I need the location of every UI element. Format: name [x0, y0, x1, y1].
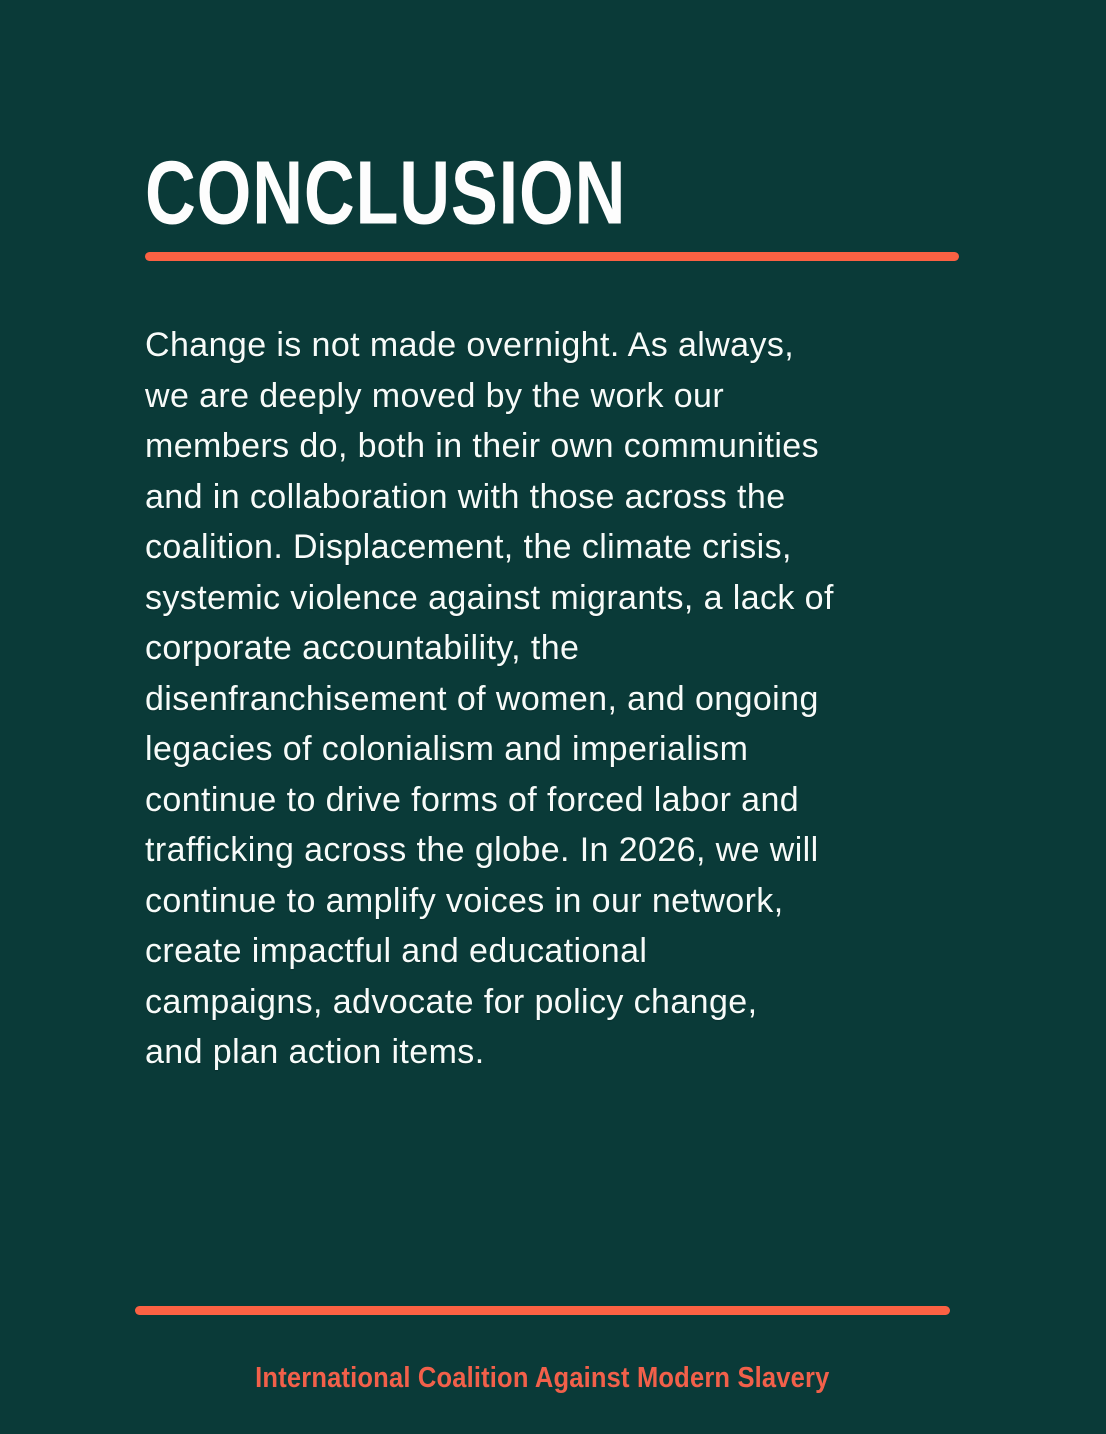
paragraph-line: systemic violence against migrants, a lack of: [145, 578, 834, 617]
paragraph-line: members do, both in their own communities: [145, 427, 820, 465]
paragraph-line: Change is not made overnight. As always,: [145, 326, 795, 364]
paragraph-line: and in collaboration with those across the: [145, 477, 786, 516]
body-paragraph: [145, 320, 925, 1078]
paragraph-line: disenfranchisement of women, and ongoing: [145, 679, 819, 718]
paragraph-line: legacies of colonialism and imperialism: [145, 730, 749, 768]
paragraph-line: coalition. Displacement, the climate crisis,: [145, 528, 792, 566]
footer: [135, 1362, 950, 1395]
footer-divider: [135, 1306, 950, 1315]
paragraph-line: continue to amplify voices in our network,: [145, 881, 784, 920]
footer-text: International Coalition Against Modern Slavery: [255, 1362, 830, 1394]
paragraph-line: and plan action items.: [145, 1033, 485, 1071]
paragraph-line: campaigns, advocate for policy change,: [145, 982, 758, 1021]
paragraph-line: trafficking across the globe. In 2026, we will: [145, 831, 819, 869]
paragraph-line: create impactful and educational: [145, 932, 648, 970]
paragraph-line: we are deeply moved by the work our: [145, 376, 725, 415]
title-underline: [145, 252, 959, 261]
paragraph-line: continue to drive forms of forced labor and: [145, 780, 800, 819]
page-title: CONCLUSION: [145, 141, 627, 243]
paragraph-line: corporate accountability, the: [145, 629, 580, 667]
